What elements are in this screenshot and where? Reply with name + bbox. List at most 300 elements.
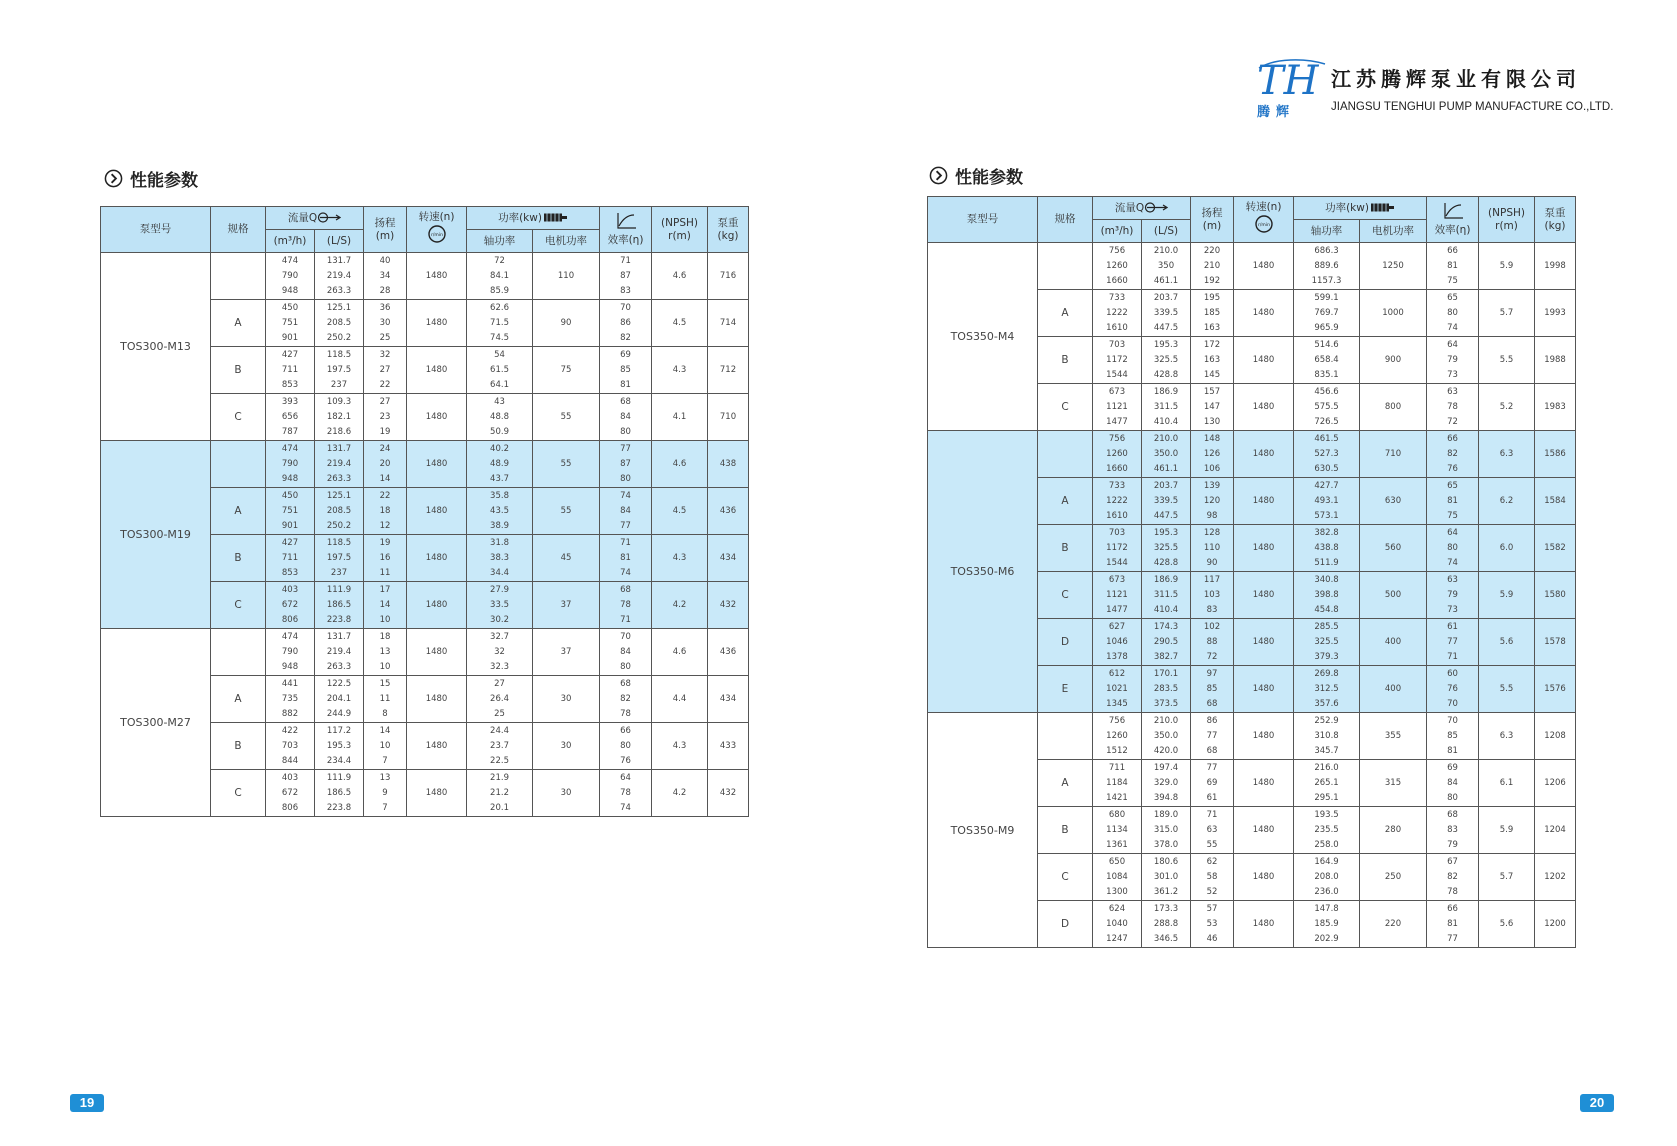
shaft-power-cell-stack: [467, 347, 532, 393]
flow-ls-cell-stack: [315, 770, 363, 816]
head-cell: [1191, 572, 1234, 619]
speed-cell: 1480: [407, 394, 467, 441]
head-cell-value: 86: [1206, 715, 1218, 726]
flow-ls-cell-value: 218.6: [326, 427, 352, 438]
pump-model-cell: TOS300-M13: [101, 253, 211, 441]
flow-m3h-cell-stack: [1093, 243, 1141, 289]
efficiency-cell-stack: [1427, 384, 1478, 430]
flow-ls-cell-value: 210.0: [1153, 245, 1179, 256]
flow-m3h-cell-value: 735: [281, 693, 299, 704]
flow-m3h-cell-value: 656: [281, 411, 299, 422]
flow-m3h-cell-stack: [266, 488, 314, 534]
head-cell-value: 11: [379, 693, 391, 704]
efficiency-cell-value: 79: [1447, 354, 1458, 365]
shaft-power-cell-value: 27.9: [490, 584, 509, 595]
head-cell: [1191, 525, 1234, 572]
flow-m3h-cell-value: 680: [1108, 809, 1126, 820]
shaft-power-cell-value: 325.5: [1314, 636, 1339, 647]
efficiency-cell-stack: [600, 582, 651, 628]
flow-m3h-cell-value: 1260: [1106, 730, 1128, 741]
efficiency-cell-value: 81: [1447, 746, 1458, 757]
flow-m3h-cell: [266, 676, 315, 723]
weight-cell: 1988: [1535, 337, 1576, 384]
flow-m3h-cell-value: 703: [1108, 527, 1126, 538]
efficiency-cell: [1427, 243, 1479, 290]
shaft-power-cell-value: 285.5: [1314, 621, 1339, 632]
head-cell-value: 30: [379, 317, 391, 328]
head-cell-stack: [364, 629, 406, 675]
head-cell-stack: [364, 441, 406, 487]
efficiency-cell-value: 80: [1447, 542, 1458, 553]
motor-power-cell: 900: [1360, 337, 1427, 384]
head-cell-value: 22: [379, 380, 391, 391]
spec-cell: E: [1038, 666, 1093, 713]
header-weight-label: 泵重: [717, 216, 739, 229]
efficiency-cell-value: 70: [620, 631, 631, 642]
flow-ls-cell-value: 180.6: [1153, 856, 1179, 867]
header-head-unit: (m): [1202, 219, 1222, 232]
flow-ls-cell: [315, 394, 364, 441]
flow-m3h-cell: [266, 253, 315, 300]
flow-ls-cell-stack: [1142, 619, 1190, 665]
flow-ls-cell-value: 219.4: [326, 646, 352, 657]
efficiency-cell-value: 80: [620, 427, 631, 438]
head-cell-stack: [364, 770, 406, 816]
efficiency-cell: [1427, 854, 1479, 901]
motor-power-cell: 45: [533, 535, 600, 582]
spec-cell: D: [1038, 901, 1093, 948]
efficiency-cell-value: 75: [1447, 511, 1458, 522]
flow-m3h-cell-value: 673: [1108, 386, 1126, 397]
efficiency-cell-value: 66: [1447, 903, 1458, 914]
shaft-power-cell-value: 43: [494, 396, 505, 407]
flow-m3h-cell-value: 1172: [1106, 542, 1128, 553]
efficiency-cell-value: 76: [620, 756, 631, 767]
efficiency-cell-value: 75: [1447, 276, 1458, 287]
efficiency-cell: [600, 676, 652, 723]
efficiency-cell-stack: [600, 394, 651, 440]
flow-m3h-cell: [1093, 384, 1142, 431]
flow-m3h-cell-value: 901: [281, 521, 299, 532]
flow-meter-icon: [1144, 202, 1168, 213]
svg-text:r/min: r/min: [1257, 223, 1270, 228]
spec-cell: B: [1038, 525, 1093, 572]
head-cell-value: 16: [379, 552, 391, 563]
shaft-power-cell-stack: [467, 300, 532, 346]
motor-power-cell: 1000: [1360, 290, 1427, 337]
flow-m3h-cell: [1093, 337, 1142, 384]
shaft-power-cell-value: 21.2: [490, 787, 509, 798]
head-cell-value: 157: [1203, 386, 1221, 397]
flow-m3h-cell-value: 790: [281, 646, 299, 657]
flow-m3h-cell-stack: [1093, 572, 1141, 618]
flow-ls-cell-value: 350: [1157, 260, 1175, 271]
left-table-header: [101, 207, 749, 253]
weight-cell: 714: [708, 300, 749, 347]
flow-m3h-cell-value: 427: [281, 537, 299, 548]
efficiency-cell-value: 74: [620, 803, 631, 814]
shaft-power-cell-value: 511.9: [1314, 558, 1339, 569]
head-cell-stack: [1191, 713, 1233, 759]
flow-ls-cell-stack: [315, 347, 363, 393]
efficiency-cell-value: 81: [620, 552, 631, 563]
head-cell-stack: [364, 723, 406, 769]
npsh-cell: 6.0: [1479, 525, 1535, 572]
pump-model-cell: TOS350-M6: [928, 431, 1038, 713]
efficiency-cell-stack: [1427, 760, 1478, 806]
flow-ls-cell-value: 410.4: [1153, 417, 1179, 428]
flow-ls-cell: [315, 770, 364, 817]
shaft-power-cell-value: 20.1: [490, 803, 509, 814]
head-cell: [1191, 901, 1234, 948]
speed-cell: 1480: [1234, 713, 1294, 760]
efficiency-cell-value: 72: [1447, 417, 1458, 428]
flow-m3h-cell-stack: [266, 394, 314, 440]
head-cell-value: 102: [1203, 621, 1221, 632]
head-cell-value: 24: [379, 443, 391, 454]
flow-ls-cell-value: 189.0: [1153, 809, 1179, 820]
left-performance-table: [100, 206, 749, 817]
flow-ls-cell-value: 122.5: [326, 678, 352, 689]
flow-ls-cell-value: 325.5: [1153, 354, 1179, 365]
head-cell-value: 61: [1206, 793, 1218, 804]
right-table-header: [928, 197, 1576, 243]
flow-ls-cell-value: 311.5: [1153, 589, 1179, 600]
flow-ls-cell-value: 378.0: [1153, 840, 1179, 851]
npsh-cell: 5.7: [1479, 854, 1535, 901]
npsh-cell: 4.2: [652, 770, 708, 817]
speed-cell: 1480: [1234, 854, 1294, 901]
efficiency-cell-stack: [600, 770, 651, 816]
efficiency-cell-stack: [600, 723, 651, 769]
flow-m3h-cell-value: 853: [281, 380, 299, 391]
flow-m3h-cell-value: 1477: [1106, 605, 1128, 616]
shaft-power-cell: [1294, 384, 1360, 431]
head-cell-value: 36: [379, 302, 391, 313]
efficiency-cell-value: 77: [620, 443, 631, 454]
flow-ls-cell-value: 195.3: [1153, 339, 1179, 350]
flow-m3h-cell-value: 790: [281, 270, 299, 281]
shaft-power-cell-value: 74.5: [490, 333, 509, 344]
shaft-power-cell-value: 72: [494, 255, 505, 266]
efficiency-cell-stack: [1427, 525, 1478, 571]
shaft-power-cell-value: 310.8: [1314, 730, 1339, 741]
head-cell-value: 220: [1203, 245, 1221, 256]
head-cell-stack: [1191, 619, 1233, 665]
shaft-power-cell-value: 357.6: [1314, 699, 1339, 710]
head-cell-value: 128: [1203, 527, 1221, 538]
speed-cell: 1480: [1234, 807, 1294, 854]
shaft-power-cell-value: 769.7: [1314, 307, 1339, 318]
flow-ls-cell: [315, 253, 364, 300]
flow-m3h-cell: [266, 723, 315, 770]
efficiency-cell-value: 63: [1447, 574, 1458, 585]
head-cell-stack: [1191, 901, 1233, 947]
flow-m3h-cell-value: 1660: [1106, 464, 1128, 475]
flow-m3h-cell-value: 673: [1108, 574, 1126, 585]
flow-ls-cell-value: 204.1: [326, 693, 352, 704]
spec-cell: B: [211, 347, 266, 394]
head-cell: [364, 629, 407, 676]
flow-ls-cell: [1142, 619, 1191, 666]
shaft-power-cell: [1294, 290, 1360, 337]
shaft-power-cell-stack: [467, 488, 532, 534]
flow-m3h-cell-value: 1260: [1106, 448, 1128, 459]
motor-power-cell: 400: [1360, 666, 1427, 713]
shaft-power-cell-stack: [1294, 713, 1359, 759]
spec-cell: C: [1038, 384, 1093, 431]
flow-ls-cell-value: 197.4: [1153, 762, 1179, 773]
shaft-power-cell-value: 193.5: [1314, 809, 1339, 820]
npsh-cell: 5.7: [1479, 290, 1535, 337]
flow-ls-cell-stack: [1142, 854, 1190, 900]
flow-ls-cell-stack: [315, 629, 363, 675]
motor-icon: [1369, 202, 1395, 213]
efficiency-cell-value: 76: [1447, 683, 1458, 694]
head-cell-value: 13: [379, 646, 391, 657]
header-efficiency: [600, 207, 652, 253]
efficiency-cell-stack: [1427, 572, 1478, 618]
head-cell-value: 72: [1206, 652, 1218, 663]
flow-m3h-cell-value: 1544: [1106, 370, 1128, 381]
flow-ls-cell-value: 208.5: [326, 505, 352, 516]
efficiency-cell-value: 80: [620, 740, 631, 751]
head-cell-value: 163: [1203, 323, 1221, 334]
head-cell-value: 15: [379, 678, 391, 689]
head-cell: [1191, 431, 1234, 478]
speed-cell: 1480: [407, 629, 467, 676]
efficiency-cell: [1427, 290, 1479, 337]
flow-m3h-cell-value: 450: [281, 302, 299, 313]
flow-ls-cell-value: 350.0: [1153, 448, 1179, 459]
head-cell-value: 68: [1206, 699, 1218, 710]
shaft-power-cell-value: 34.4: [490, 568, 509, 579]
shaft-power-cell-value: 32.3: [490, 662, 509, 673]
flow-ls-cell: [1142, 572, 1191, 619]
efficiency-cell-value: 76: [1447, 464, 1458, 475]
efficiency-cell-value: 83: [1447, 824, 1458, 835]
flow-ls-cell-value: 208.5: [326, 317, 352, 328]
efficiency-cell-stack: [1427, 713, 1478, 759]
flow-m3h-cell-value: 1544: [1106, 558, 1128, 569]
speed-cell: 1480: [1234, 901, 1294, 948]
head-cell-value: 103: [1203, 589, 1221, 600]
flow-m3h-cell-stack: [1093, 760, 1141, 806]
efficiency-cell-value: 79: [1447, 840, 1458, 851]
efficiency-cell-value: 81: [1447, 495, 1458, 506]
npsh-cell: 4.3: [652, 535, 708, 582]
flow-ls-cell-value: 210.0: [1153, 715, 1179, 726]
flow-ls-cell: [315, 676, 364, 723]
efficiency-cell: [1427, 619, 1479, 666]
head-cell: [364, 676, 407, 723]
head-cell: [1191, 666, 1234, 713]
flow-ls-cell-value: 382.7: [1153, 652, 1179, 663]
head-cell: [1191, 854, 1234, 901]
head-cell-value: 172: [1203, 339, 1221, 350]
shaft-power-cell: [467, 441, 533, 488]
pump-model-cell: TOS300-M27: [101, 629, 211, 817]
flow-ls-cell-value: 195.3: [326, 740, 352, 751]
efficiency-cell-stack: [1427, 901, 1478, 947]
shaft-power-cell-stack: [467, 441, 532, 487]
flow-ls-cell: [315, 347, 364, 394]
header-pump-model: 泵型号: [928, 197, 1038, 243]
shaft-power-cell-value: 340.8: [1314, 574, 1339, 585]
npsh-cell: 4.4: [652, 676, 708, 723]
flow-m3h-cell-value: 711: [1108, 762, 1126, 773]
head-cell-value: 88: [1206, 636, 1218, 647]
shaft-power-cell-value: 835.1: [1314, 370, 1339, 381]
efficiency-cell: [600, 582, 652, 629]
flow-ls-cell-value: 131.7: [326, 255, 352, 266]
head-cell-value: 9: [382, 787, 388, 798]
flow-m3h-cell-stack: [1093, 854, 1141, 900]
shaft-power-cell-value: 258.0: [1314, 840, 1339, 851]
head-cell-value: 32: [379, 349, 391, 360]
shaft-power-cell-stack: [467, 253, 532, 299]
weight-cell: 436: [708, 629, 749, 676]
weight-cell: 1208: [1535, 713, 1576, 760]
efficiency-cell-value: 73: [1447, 370, 1458, 381]
shaft-power-cell: [1294, 478, 1360, 525]
head-cell-value: 55: [1206, 840, 1218, 851]
efficiency-cell-value: 78: [620, 709, 631, 720]
efficiency-cell-value: 87: [620, 270, 631, 281]
header-motor-power: 电机功率: [533, 230, 600, 253]
head-cell: [1191, 478, 1234, 525]
flow-m3h-cell: [266, 582, 315, 629]
efficiency-cell-value: 68: [620, 584, 631, 595]
efficiency-cell-value: 84: [620, 411, 631, 422]
flow-ls-cell-value: 111.9: [326, 584, 352, 595]
efficiency-cell-value: 63: [1447, 386, 1458, 397]
flow-ls-cell-value: 131.7: [326, 631, 352, 642]
head-cell: [364, 723, 407, 770]
shaft-power-cell-value: 61.5: [490, 364, 509, 375]
shaft-power-cell-value: 312.5: [1314, 683, 1339, 694]
motor-power-cell: 55: [533, 488, 600, 535]
flow-ls-cell-value: 263.3: [326, 474, 352, 485]
flow-m3h-cell-stack: [1093, 666, 1141, 712]
flow-m3h-cell-value: 1260: [1106, 260, 1128, 271]
flow-m3h-cell-stack: [266, 535, 314, 581]
flow-ls-cell-value: 118.5: [326, 349, 352, 360]
efficiency-cell-value: 71: [620, 537, 631, 548]
header-flow-label: 流量Q: [1114, 201, 1145, 214]
flow-m3h-cell-value: 1361: [1106, 840, 1128, 851]
efficiency-cell: [1427, 572, 1479, 619]
head-cell-value: 14: [379, 599, 391, 610]
efficiency-cell-stack: [600, 300, 651, 346]
shaft-power-cell-value: 575.5: [1314, 401, 1339, 412]
header-flow-ls: (L/S): [315, 230, 364, 253]
table-row: [928, 243, 1576, 290]
efficiency-cell-value: 85: [620, 364, 631, 375]
flow-m3h-cell-stack: [266, 723, 314, 769]
flow-m3h-cell: [1093, 666, 1142, 713]
header-shaft-power: 轴功率: [467, 230, 533, 253]
head-cell-value: 23: [379, 411, 391, 422]
npsh-cell: 5.5: [1479, 337, 1535, 384]
shaft-power-cell-value: 40.2: [490, 443, 509, 454]
flow-m3h-cell-stack: [1093, 901, 1141, 947]
svg-text:r/min: r/min: [430, 233, 443, 238]
flow-ls-cell-value: 325.5: [1153, 542, 1179, 553]
head-cell: [1191, 760, 1234, 807]
efficiency-cell: [1427, 431, 1479, 478]
shaft-power-cell-stack: [1294, 901, 1359, 947]
flow-ls-cell-value: 117.2: [326, 725, 352, 736]
flow-ls-cell: [315, 441, 364, 488]
weight-cell: 1998: [1535, 243, 1576, 290]
weight-cell: 1582: [1535, 525, 1576, 572]
efficiency-curve-icon: [615, 212, 637, 230]
flow-ls-cell-value: 170.1: [1153, 668, 1179, 679]
efficiency-cell-stack: [600, 676, 651, 722]
flow-ls-cell-stack: [315, 723, 363, 769]
head-cell-stack: [364, 300, 406, 346]
shaft-power-cell-value: 24.4: [490, 725, 509, 736]
speed-cell: 1480: [407, 676, 467, 723]
flow-ls-cell: [1142, 384, 1191, 431]
flow-m3h-cell: [1093, 901, 1142, 948]
flow-ls-cell: [1142, 666, 1191, 713]
head-cell: [1191, 713, 1234, 760]
header-weight-unit: (kg): [1544, 219, 1566, 232]
header-speed: [407, 207, 467, 253]
flow-m3h-cell-value: 806: [281, 615, 299, 626]
flow-ls-cell-value: 290.5: [1153, 636, 1179, 647]
efficiency-cell-stack: [600, 253, 651, 299]
efficiency-cell-value: 81: [1447, 260, 1458, 271]
spec-cell: [211, 253, 266, 300]
head-cell-value: 14: [379, 474, 391, 485]
flow-m3h-cell-value: 787: [281, 427, 299, 438]
shaft-power-cell: [467, 629, 533, 676]
shaft-power-cell-value: 32: [494, 646, 505, 657]
flow-m3h-cell-value: 1300: [1106, 887, 1128, 898]
flow-m3h-cell-value: 1121: [1106, 401, 1128, 412]
motor-power-cell: 250: [1360, 854, 1427, 901]
shaft-power-cell-value: 23.7: [490, 740, 509, 751]
speed-cell: 1480: [407, 770, 467, 817]
flow-m3h-cell-stack: [266, 770, 314, 816]
pump-model-cell: TOS350-M4: [928, 243, 1038, 431]
head-cell-value: 68: [1206, 746, 1218, 757]
flow-m3h-cell-value: 733: [1108, 480, 1126, 491]
spec-cell: [211, 441, 266, 488]
head-cell-value: 69: [1206, 777, 1218, 788]
npsh-cell: 5.9: [1479, 807, 1535, 854]
head-cell-value: 18: [379, 505, 391, 516]
npsh-cell: 6.2: [1479, 478, 1535, 525]
efficiency-cell-value: 68: [1447, 809, 1458, 820]
motor-power-cell: 1250: [1360, 243, 1427, 290]
shaft-power-cell: [1294, 713, 1360, 760]
flow-m3h-cell-value: 790: [281, 458, 299, 469]
flow-ls-cell: [315, 629, 364, 676]
header-npsh-label: (NPSH): [1488, 206, 1525, 219]
shaft-power-cell-value: 398.8: [1314, 589, 1339, 600]
efficiency-cell-value: 68: [620, 678, 631, 689]
head-cell-value: 8: [382, 709, 388, 720]
flow-m3h-cell-value: 756: [1108, 245, 1126, 256]
shaft-power-cell-value: 54: [494, 349, 505, 360]
flow-m3h-cell-value: 422: [281, 725, 299, 736]
efficiency-cell-stack: [600, 535, 651, 581]
shaft-power-cell-stack: [467, 394, 532, 440]
